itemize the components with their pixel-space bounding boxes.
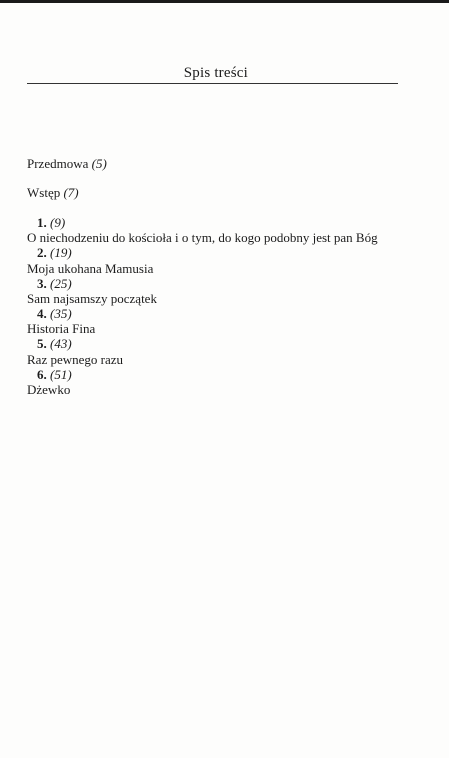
chapter-page: (43) bbox=[50, 336, 72, 352]
toc-entry-preface bbox=[27, 156, 427, 171]
chapter-title: O niechodzeniu do kościoła i o tym, do kogo podobny jest pan Bóg bbox=[27, 230, 378, 246]
chapter-number: 2. bbox=[37, 245, 47, 261]
chapter-title: Raz pewnego razu bbox=[27, 351, 124, 367]
toc-entry-title: Przedmowa bbox=[27, 156, 89, 171]
toc-entry-title: Wstęp bbox=[27, 185, 61, 201]
chapter-number: 4. bbox=[37, 306, 47, 322]
chapter-title: Moja ukohana Mamusia bbox=[27, 260, 154, 276]
toc-entry-introduction bbox=[27, 185, 427, 200]
page-top-edge bbox=[0, 0, 449, 3]
chapter-number-row bbox=[27, 367, 427, 382]
chapter-number: 3. bbox=[37, 275, 47, 291]
chapter-number: 1. bbox=[37, 214, 47, 230]
chapter-number-row bbox=[27, 336, 427, 351]
chapter-page: (25) bbox=[50, 275, 72, 291]
toc-entry-page: (7) bbox=[63, 185, 79, 201]
chapter-page: (51) bbox=[50, 366, 72, 382]
chapter-number-row bbox=[27, 245, 427, 260]
table-of-contents bbox=[27, 156, 427, 397]
chapter-page: (9) bbox=[50, 214, 66, 230]
chapter-number: 5. bbox=[37, 336, 47, 352]
chapter-number: 6. bbox=[37, 366, 47, 382]
chapter-number-row bbox=[27, 276, 427, 291]
chapter-page: (19) bbox=[50, 245, 72, 261]
chapter-page: (35) bbox=[50, 306, 72, 322]
page-title: Spis treści bbox=[183, 65, 248, 81]
running-header bbox=[27, 65, 398, 84]
chapter-title: Historia Fina bbox=[27, 321, 96, 337]
chapter-number-row bbox=[27, 306, 427, 321]
chapter-title: Dżewko bbox=[27, 382, 71, 398]
chapter-title: Sam najsamszy początek bbox=[27, 290, 157, 306]
toc-entry-page: (5) bbox=[91, 156, 107, 171]
chapter-number-row bbox=[27, 215, 427, 230]
